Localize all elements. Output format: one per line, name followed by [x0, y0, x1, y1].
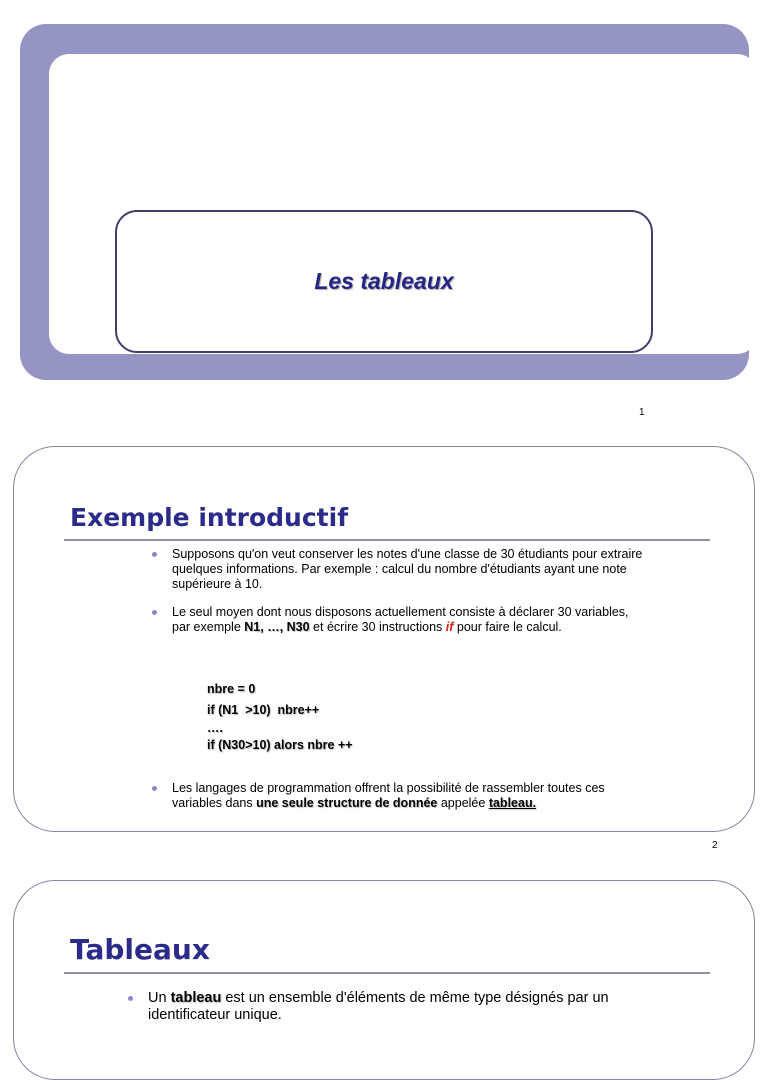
code-line-3: …. [207, 721, 223, 735]
slide-2-bullet-3-text-a: Les langages de programmation offrent la possibilité de rassembler toutes ces variables dans [172, 781, 605, 810]
slide-3-heading: Tableaux [70, 933, 210, 966]
slide-2-if-keyword: if [445, 620, 454, 634]
page-number-2: 2 [712, 840, 718, 851]
slide-3-bullet-1 [124, 990, 664, 1024]
code-line-4: if (N30>10) alors nbre ++ [207, 738, 353, 752]
slide-2-bullet-3 [148, 781, 648, 811]
slide-2-bullet-3-text-b: appelée [437, 796, 489, 810]
code-line-2: if (N1 >10) nbre++ [207, 703, 320, 717]
slide-2-bullet-2-text-c: pour faire le calcul. [453, 620, 562, 634]
slide-2-heading: Exemple introductif [70, 503, 349, 532]
slide-1-title-box [115, 210, 653, 353]
slide-2-bullet-2-vars: N1, …, N30 [244, 620, 310, 634]
page-number-1: 1 [639, 407, 645, 418]
slide-3-heading-rule [64, 972, 710, 974]
slide-3-bullet-1-text-a: Un [148, 990, 171, 1006]
slide-2-structure-term: une seule structure de donnée [256, 796, 438, 810]
slide-2-bullet-1-text: Supposons qu'on veut conserver les notes d'une classe de 30 étudiants pour extraire quelques informations. Par exemple : calcul du nombre d'étudiants ayant une note supérieure à 10. [172, 547, 643, 591]
slide-2-heading-rule [64, 539, 710, 541]
slide-2-bullet-list [148, 547, 648, 635]
slide-2-bullet-2 [148, 605, 648, 635]
slide-3-frame [13, 880, 755, 1080]
code-line-1: nbre = 0 [207, 682, 256, 696]
slide-3-bullet-1-text-b: est un ensemble d'éléments de même type désignés par un identificateur unique. [148, 990, 609, 1023]
slide-2-bullet-1 [148, 547, 648, 592]
slide-3-tableau-term: tableau [170, 990, 222, 1006]
slide-1-title: Les tableaux [314, 268, 454, 294]
slide-2-bullet-2-text-a: Le seul moyen dont nous disposons actuellement consiste à déclarer 30 variables, par exemple [172, 605, 629, 634]
slide-2-code-block [207, 679, 353, 756]
slide-2-tableau-term: tableau. [488, 796, 537, 810]
slide-2-bullet-list-2 [148, 781, 648, 811]
slide-3-bullet-list [124, 990, 664, 1024]
slide-2-bullet-2-text-b: et écrire 30 instructions [309, 620, 446, 634]
